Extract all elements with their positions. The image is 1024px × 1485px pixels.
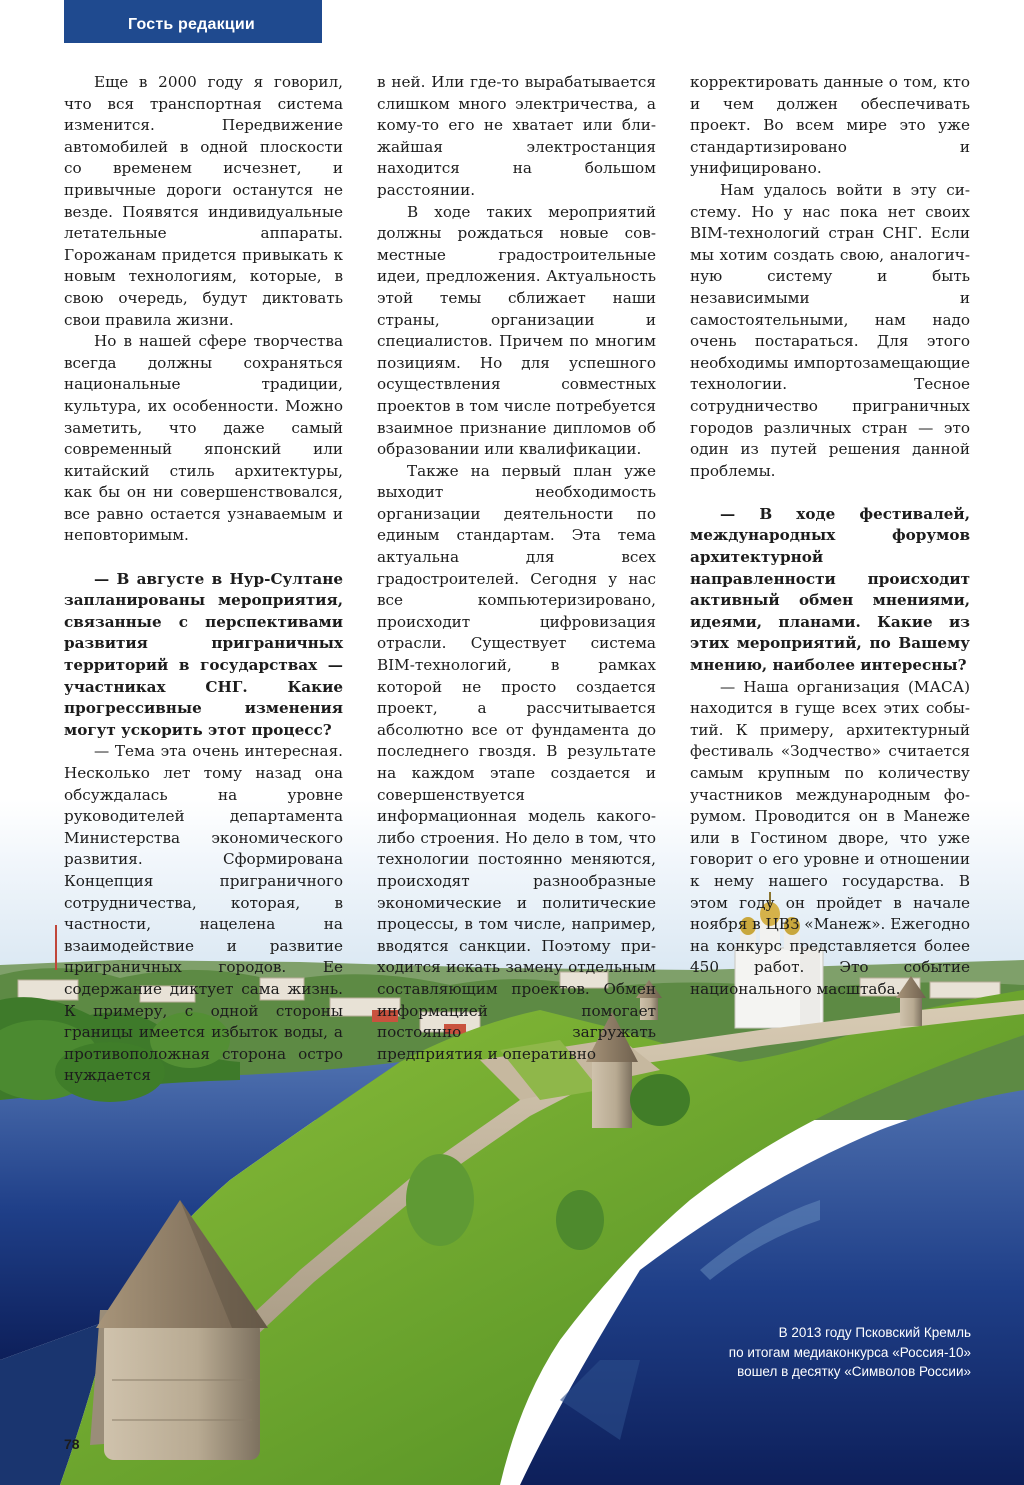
caption-line-2: по итогам медиаконкурса «Россия-10»: [728, 1344, 971, 1360]
photo-caption: [651, 1323, 971, 1382]
paragraph: — Тема эта очень интересная. Несколько лет тому назад она обсуждалась на уровне руководителей департамента Министерства экономического развития. Сформирована Концепция приграничного сотрудничества, которая, в частности, нацелена на взаимодействие и развитие приграничных городов. Ее содержание диктует сама жизнь. К примеру, с одной стороны границы имеется избыток воды, а противоположная сторона остро нуждается: [64, 742, 343, 1085]
paragraph-continued: в ней. Или где-то вырабатывается слишком много электричества, а кому-то его не хватает или ближайшая электростанция находится на большом расстоянии.: [377, 73, 656, 199]
paragraph: Нам удалось войти в эту систему. Но у нас пока нет своих BIM-технологий стран СНГ. Если мы хотим создать свою, аналогичную систему и быть независимыми и самостоятельными, нам надо очень постараться. Для этого необходимы импортозамещающие технологии. Тесное сотрудничество приграничных городов различных стран — это один из путей решения данной проблемы.: [690, 180, 970, 480]
paragraph: Но в нашей сфере творчества всегда должны сохраняться национальные традиции, культура, их особенности. Можно заметить, что даже самый современный японский или китайский стиль архитектуры, как бы он ни совершенствовался, все равно остается узнаваемым и неповторимым.: [64, 332, 343, 545]
paragraph: Еще в 2000 году я говорил, что вся транспортная система изменится. Передвижение автомобилей в одной плоскости со временем исчезнет, и привычные дороги останутся не везде. Появятся индивидуальные летательные аппараты. Горожанам придется привыкать к новым технологиям, которые, в свою очередь, будут диктовать свои правила жизни.: [64, 73, 343, 329]
paragraph-continued: корректировать данные о том, кто и чем должен обеспечивать проект. Во всем мире это уже стандартизировано и унифицировано.: [690, 73, 970, 178]
text-column-2: [377, 72, 656, 1065]
interview-question: — В ходе фестивалей, международных форумов архитектурной направленности происходит активный обмен мнениями, идеями, планами. Какие из этих мероприятий, по Вашему мнению, наиболее интересны?: [690, 504, 970, 675]
paragraph: Также на первый план уже выходит необходимость организации деятельности по единым стандартам. Эта тема актуальна для всех градостроителей. Сегодня у нас все компьютеризировано, происходит цифровизация отрасли. Существует система BIM-технологий, в рамках которой не просто создается проект, а рассчитывается абсолютно все от фундамента до последнего гвоздя. В результате на каждом этапе создается и совершенствуется информационная модель какого-либо строения. Но дело в том, что технологии постоянно меняются, происходят разнообразные экономические и политические процессы, в том числе, например, вводятся санкции. Поэтому приходится искать замену отдельным составляющим проектов. Обмен информацией помогает постоянно загружать предприятия и оперативно: [377, 461, 656, 1063]
section-title: Гость редакции: [128, 16, 255, 33]
paragraph: — Наша организация (МАСА) находится в гуще всех этих событий. К примеру, архитектурный фестиваль «Зодчество» считается самым крупным по количеству участников международным форумом. Проводится он в Манеже или в Гостином дворе, что уже говорит о его уровне и отношении к нему нашего государства. В этом году он пройдет в начале ноября в ЦВЗ «Манеж». Ежегодно на конкурс представляется более 450 работ. Это событие национального масштаба.: [690, 677, 970, 998]
text-column-3: [690, 72, 970, 1001]
paragraph: В ходе таких мероприятий должны рождаться новые совместные градостроительные идеи, предложения. Актуальность этой темы сближает наши страны, организации и специалистов. Причем по многим позициям. Но для успешного осуществления совместных проектов в том числе потребуется взаимное признание дипломов об образовании или квалификации.: [377, 202, 656, 459]
caption-line-3: вошел в десятку «Символов России»: [737, 1364, 971, 1379]
text-column-1: [64, 72, 343, 1087]
caption-line-1: В 2013 году Псковский Кремль: [778, 1325, 971, 1340]
page-number: 78: [64, 1436, 80, 1452]
interview-question: — В августе в Нур-Султане запланированы мероприятия, связанные с перспективами развития приграничных территорий в государствах — участниках СНГ. Какие прогрессивные изменения могут ускорить этот процесс?: [64, 569, 343, 739]
